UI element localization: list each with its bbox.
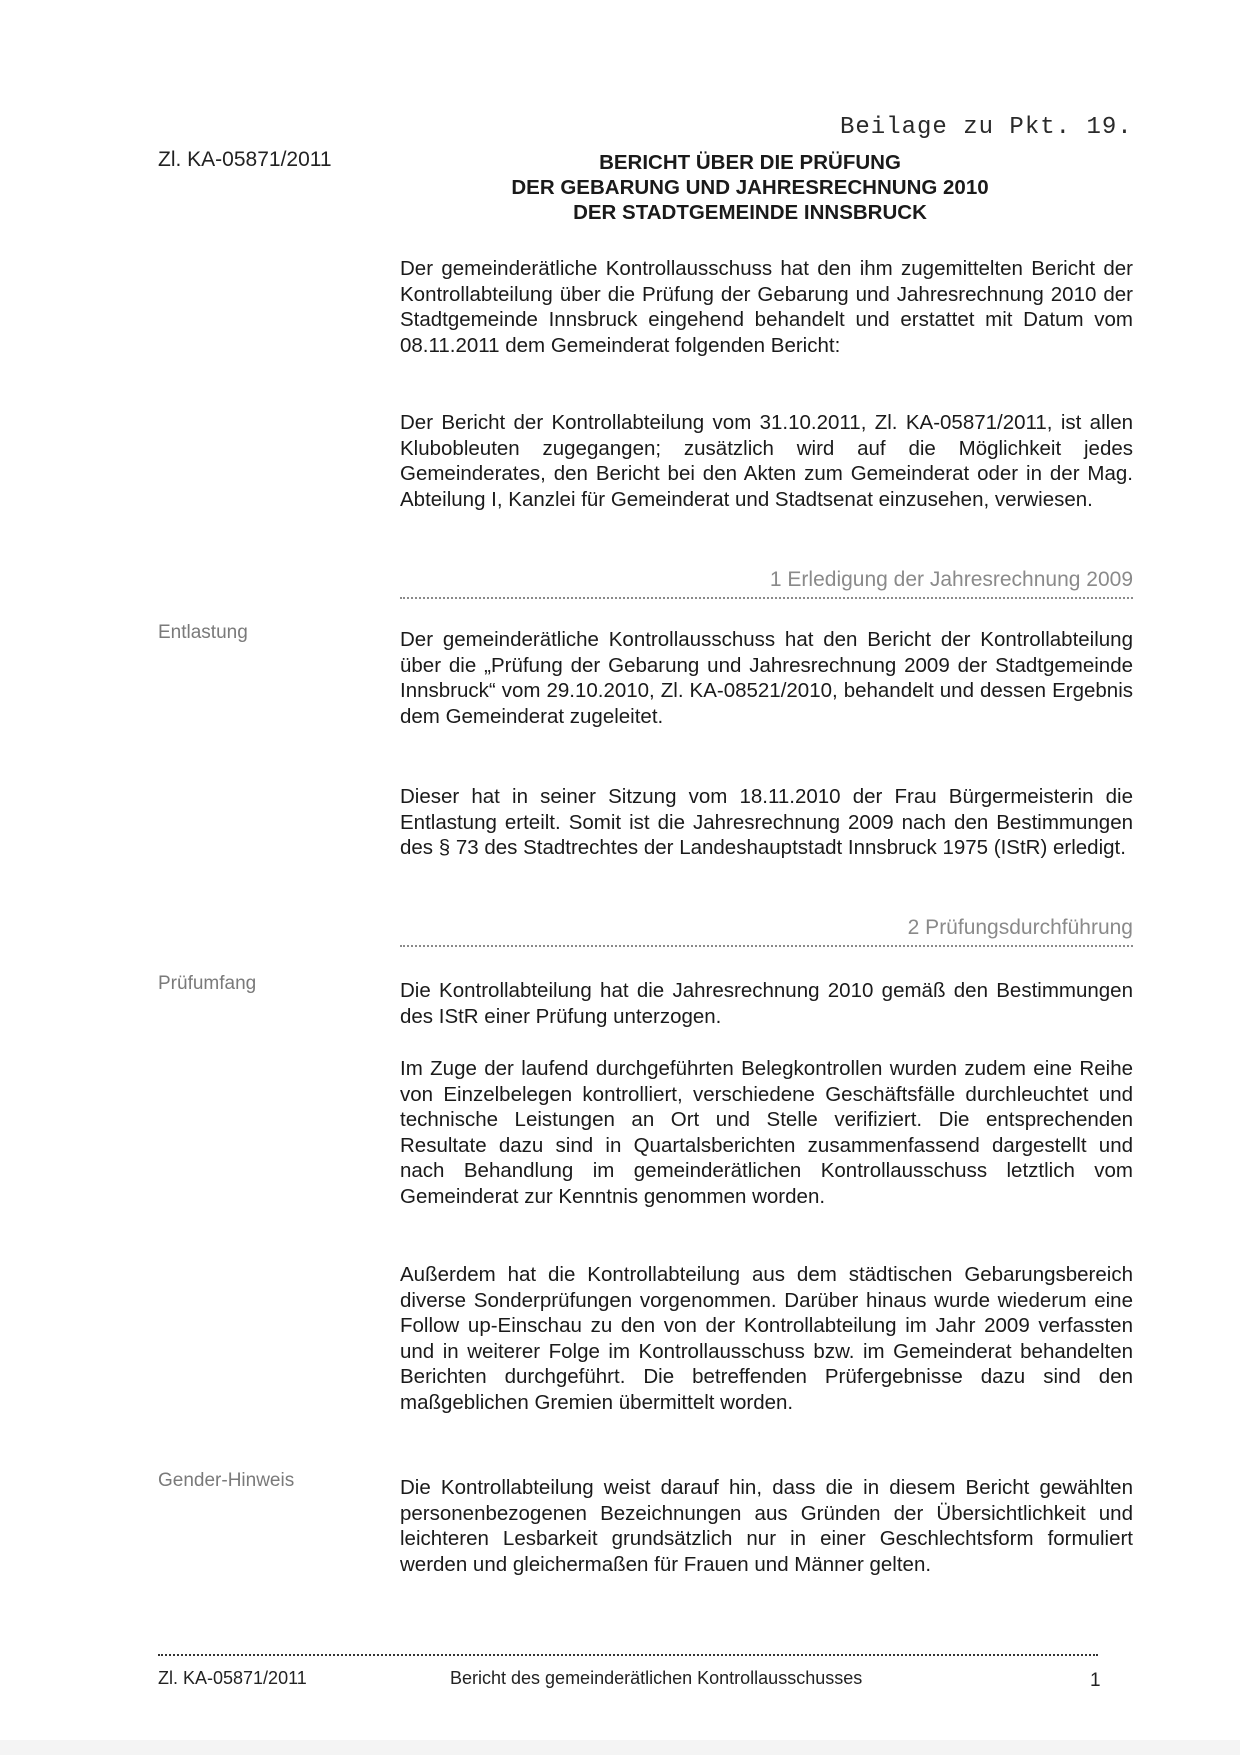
scan-edge <box>0 1740 1240 1755</box>
title-line-2: DER GEBARUNG UND JAHRESRECHNUNG 2010 <box>511 176 989 199</box>
title-line-1: BERICHT ÜBER DIE PRÜFUNG <box>599 151 901 174</box>
footer-title: Bericht des gemeinderätlichen Kontrollausschusses <box>450 1668 863 1688</box>
footer-divider <box>158 1654 1098 1656</box>
reference-number: Zl. KA-05871/2011 <box>158 148 332 171</box>
intro-paragraph-1: Der gemeinderätliche Kontrollausschuss hat den ihm zugemittelten Bericht der Kontrollabteilung über die Prüfung der Gebarung und Jahresrechnung 2010 der Stadtgemeinde Innsbruck eingehend behandelt und erstattet mit Datum vom 08.11.2011 dem Gemeinderat folgenden Bericht: <box>400 257 1133 357</box>
side-label-entlastung: Entlastung <box>158 622 248 643</box>
section-2-paragraph-3: Außerdem hat die Kontrollabteilung aus dem städtischen Gebarungsbereich diverse Sonderprüfungen vorgenommen. Darüber hinaus wurde wiederum eine Follow up-Einschau zu den von der Kontrollabteilung im Jahr 2009 verfassten und in weiterer Folge im Kontrollausschuss bzw. im Gemeinderat behandelten Berichten durchgeführt. Die betreffenden Prüfergebnisse dazu sind den maßgeblichen Gremien übermittelt worden. <box>400 1263 1133 1414</box>
section-2-heading: 2 Prüfungsdurchführung <box>907 916 1133 939</box>
side-label-gender-hinweis: Gender-Hinweis <box>158 1470 295 1491</box>
page-number: 1 <box>1090 1670 1101 1691</box>
title-line-3: DER STADTGEMEINDE INNSBRUCK <box>573 201 927 224</box>
section-1-heading: 1 Erledigung der Jahresrechnung 2009 <box>769 568 1133 591</box>
section-2-paragraph-1: Die Kontrollabteilung hat die Jahresrechnung 2010 gemäß den Bestimmungen des IStR einer Prüfung unterzogen. <box>400 979 1133 1028</box>
section-1-divider <box>400 597 1133 599</box>
section-2-paragraph-4: Die Kontrollabteilung weist darauf hin, dass die in diesem Bericht gewählten personenbezogenen Bezeichnungen aus Gründen der Übersichtlichkeit und leichteren Lesbarkeit grundsätzlich nur in einer Geschlechtsform formuliert werden und gleichermaßen für Frauen und Männer gelten. <box>400 1476 1133 1576</box>
section-1-paragraph-2: Dieser hat in seiner Sitzung vom 18.11.2010 der Frau Bürgermeisterin die Entlastung erteilt. Somit ist die Jahresrechnung 2009 nach den Bestimmungen des § 73 des Stadtrechtes der Landeshauptstadt Innsbruck 1975 (IStR) erledigt. <box>400 785 1133 859</box>
document-title <box>400 150 1100 225</box>
stamp-beilage: Beilage zu Pkt. 19. <box>840 114 1133 141</box>
section-1-paragraph-1: Der gemeinderätliche Kontrollausschuss hat den Bericht der Kontrollabteilung über die „Prüfung der Gebarung und Jahresrechnung 2009 der Stadtgemeinde Innsbruck“ vom 29.10.2010, Zl. KA-08521/2010, behandelt und dessen Ergebnis dem Gemeinderat zugeleitet. <box>400 628 1133 728</box>
intro-paragraph-2: Der Bericht der Kontrollabteilung vom 31.10.2011, Zl. KA-05871/2011, ist allen Klubobleuten zugegangen; zusätzlich wird auf die Möglichkeit jedes Gemeinderates, den Bericht bei den Akten zum Gemeinderat oder in der Mag. Abteilung I, Kanzlei für Gemeinderat und Stadtsenat einzusehen, verwiesen. <box>400 411 1133 511</box>
footer-reference: Zl. KA-05871/2011 <box>158 1668 307 1688</box>
section-2-divider <box>400 945 1133 947</box>
side-label-pruefumfang: Prüfumfang <box>158 973 257 994</box>
section-2-paragraph-2: Im Zuge der laufend durchgeführten Belegkontrollen wurden zudem eine Reihe von Einzelbelegen kontrolliert, verschiedene Geschäftsfälle durchleuchtet und technische Leistungen an Ort und Stelle verifiziert. Die entsprechenden Resultate dazu sind in Quartalsberichten zusammenfassend dargestellt und nach Behandlung im gemeinderätlichen Kontrollausschuss letztlich vom Gemeinderat zur Kenntnis genommen worden. <box>400 1057 1133 1208</box>
